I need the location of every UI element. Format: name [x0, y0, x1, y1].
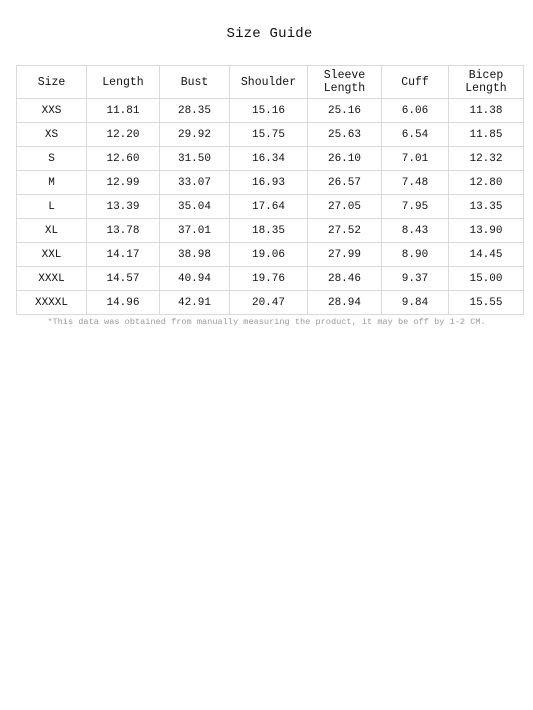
table-cell: 28.94: [308, 291, 382, 315]
table-cell: 14.96: [87, 291, 160, 315]
table-cell: 12.60: [87, 147, 160, 171]
column-header-shoulder: Shoulder: [230, 66, 308, 99]
table-cell: 7.01: [382, 147, 449, 171]
table-cell: XL: [17, 219, 87, 243]
table-cell: 13.39: [87, 195, 160, 219]
table-cell: 27.05: [308, 195, 382, 219]
table-cell: XXL: [17, 243, 87, 267]
table-cell: 13.78: [87, 219, 160, 243]
table-row: [17, 219, 524, 243]
measurement-disclaimer: *This data was obtained from manually measuring the product, it may be off by 1-2 CM.: [47, 317, 486, 327]
table-row: [17, 291, 524, 315]
table-cell: 25.16: [308, 99, 382, 123]
table-cell: 7.95: [382, 195, 449, 219]
table-cell: 8.90: [382, 243, 449, 267]
table-cell: 11.38: [449, 99, 524, 123]
table-row: [17, 147, 524, 171]
table-cell: 9.84: [382, 291, 449, 315]
table-cell: 15.75: [230, 123, 308, 147]
table-cell: 14.17: [87, 243, 160, 267]
table-cell: 11.85: [449, 123, 524, 147]
table-cell: 20.47: [230, 291, 308, 315]
table-row: [17, 267, 524, 291]
table-cell: S: [17, 147, 87, 171]
table-row: [17, 99, 524, 123]
table-cell: 12.99: [87, 171, 160, 195]
table-cell: XS: [17, 123, 87, 147]
table-cell: 15.16: [230, 99, 308, 123]
column-header-bust: Bust: [160, 66, 230, 99]
table-cell: 11.81: [87, 99, 160, 123]
table-cell: 18.35: [230, 219, 308, 243]
table-cell: XXXL: [17, 267, 87, 291]
column-header-bicep-length: Bicep Length: [449, 66, 524, 99]
table-row: [17, 195, 524, 219]
table-cell: 16.93: [230, 171, 308, 195]
table-cell: 28.35: [160, 99, 230, 123]
table-header-row: [17, 66, 524, 99]
table-cell: 8.43: [382, 219, 449, 243]
table-cell: M: [17, 171, 87, 195]
table-cell: XXS: [17, 99, 87, 123]
table-cell: 15.00: [449, 267, 524, 291]
page-title: Size Guide: [226, 26, 313, 42]
table-cell: 27.52: [308, 219, 382, 243]
table-row: [17, 123, 524, 147]
table-cell: 13.35: [449, 195, 524, 219]
table-cell: 25.63: [308, 123, 382, 147]
table-cell: 14.45: [449, 243, 524, 267]
column-header-size: Size: [17, 66, 87, 99]
column-header-sleeve-length: Sleeve Length: [308, 66, 382, 99]
table-cell: 14.57: [87, 267, 160, 291]
table-cell: 19.06: [230, 243, 308, 267]
table-cell: 42.91: [160, 291, 230, 315]
table-cell: 27.99: [308, 243, 382, 267]
table-cell: 37.01: [160, 219, 230, 243]
table-cell: XXXXL: [17, 291, 87, 315]
table-cell: 12.32: [449, 147, 524, 171]
table-cell: 12.80: [449, 171, 524, 195]
table-cell: 29.92: [160, 123, 230, 147]
table-cell: 19.76: [230, 267, 308, 291]
table-cell: 31.50: [160, 147, 230, 171]
table-cell: 7.48: [382, 171, 449, 195]
table-cell: 6.54: [382, 123, 449, 147]
table-cell: 35.04: [160, 195, 230, 219]
table-cell: 28.46: [308, 267, 382, 291]
table-cell: 17.64: [230, 195, 308, 219]
table-cell: 16.34: [230, 147, 308, 171]
table-cell: 12.20: [87, 123, 160, 147]
table-cell: 33.07: [160, 171, 230, 195]
table-cell: 40.94: [160, 267, 230, 291]
table-cell: 38.98: [160, 243, 230, 267]
table-cell: 15.55: [449, 291, 524, 315]
table-cell: 13.90: [449, 219, 524, 243]
table-cell: L: [17, 195, 87, 219]
table-cell: 26.57: [308, 171, 382, 195]
column-header-cuff: Cuff: [382, 66, 449, 99]
table-cell: 9.37: [382, 267, 449, 291]
table-row: [17, 243, 524, 267]
table-cell: 6.06: [382, 99, 449, 123]
column-header-length: Length: [87, 66, 160, 99]
table-cell: 26.10: [308, 147, 382, 171]
size-table: [16, 65, 524, 315]
table-row: [17, 171, 524, 195]
